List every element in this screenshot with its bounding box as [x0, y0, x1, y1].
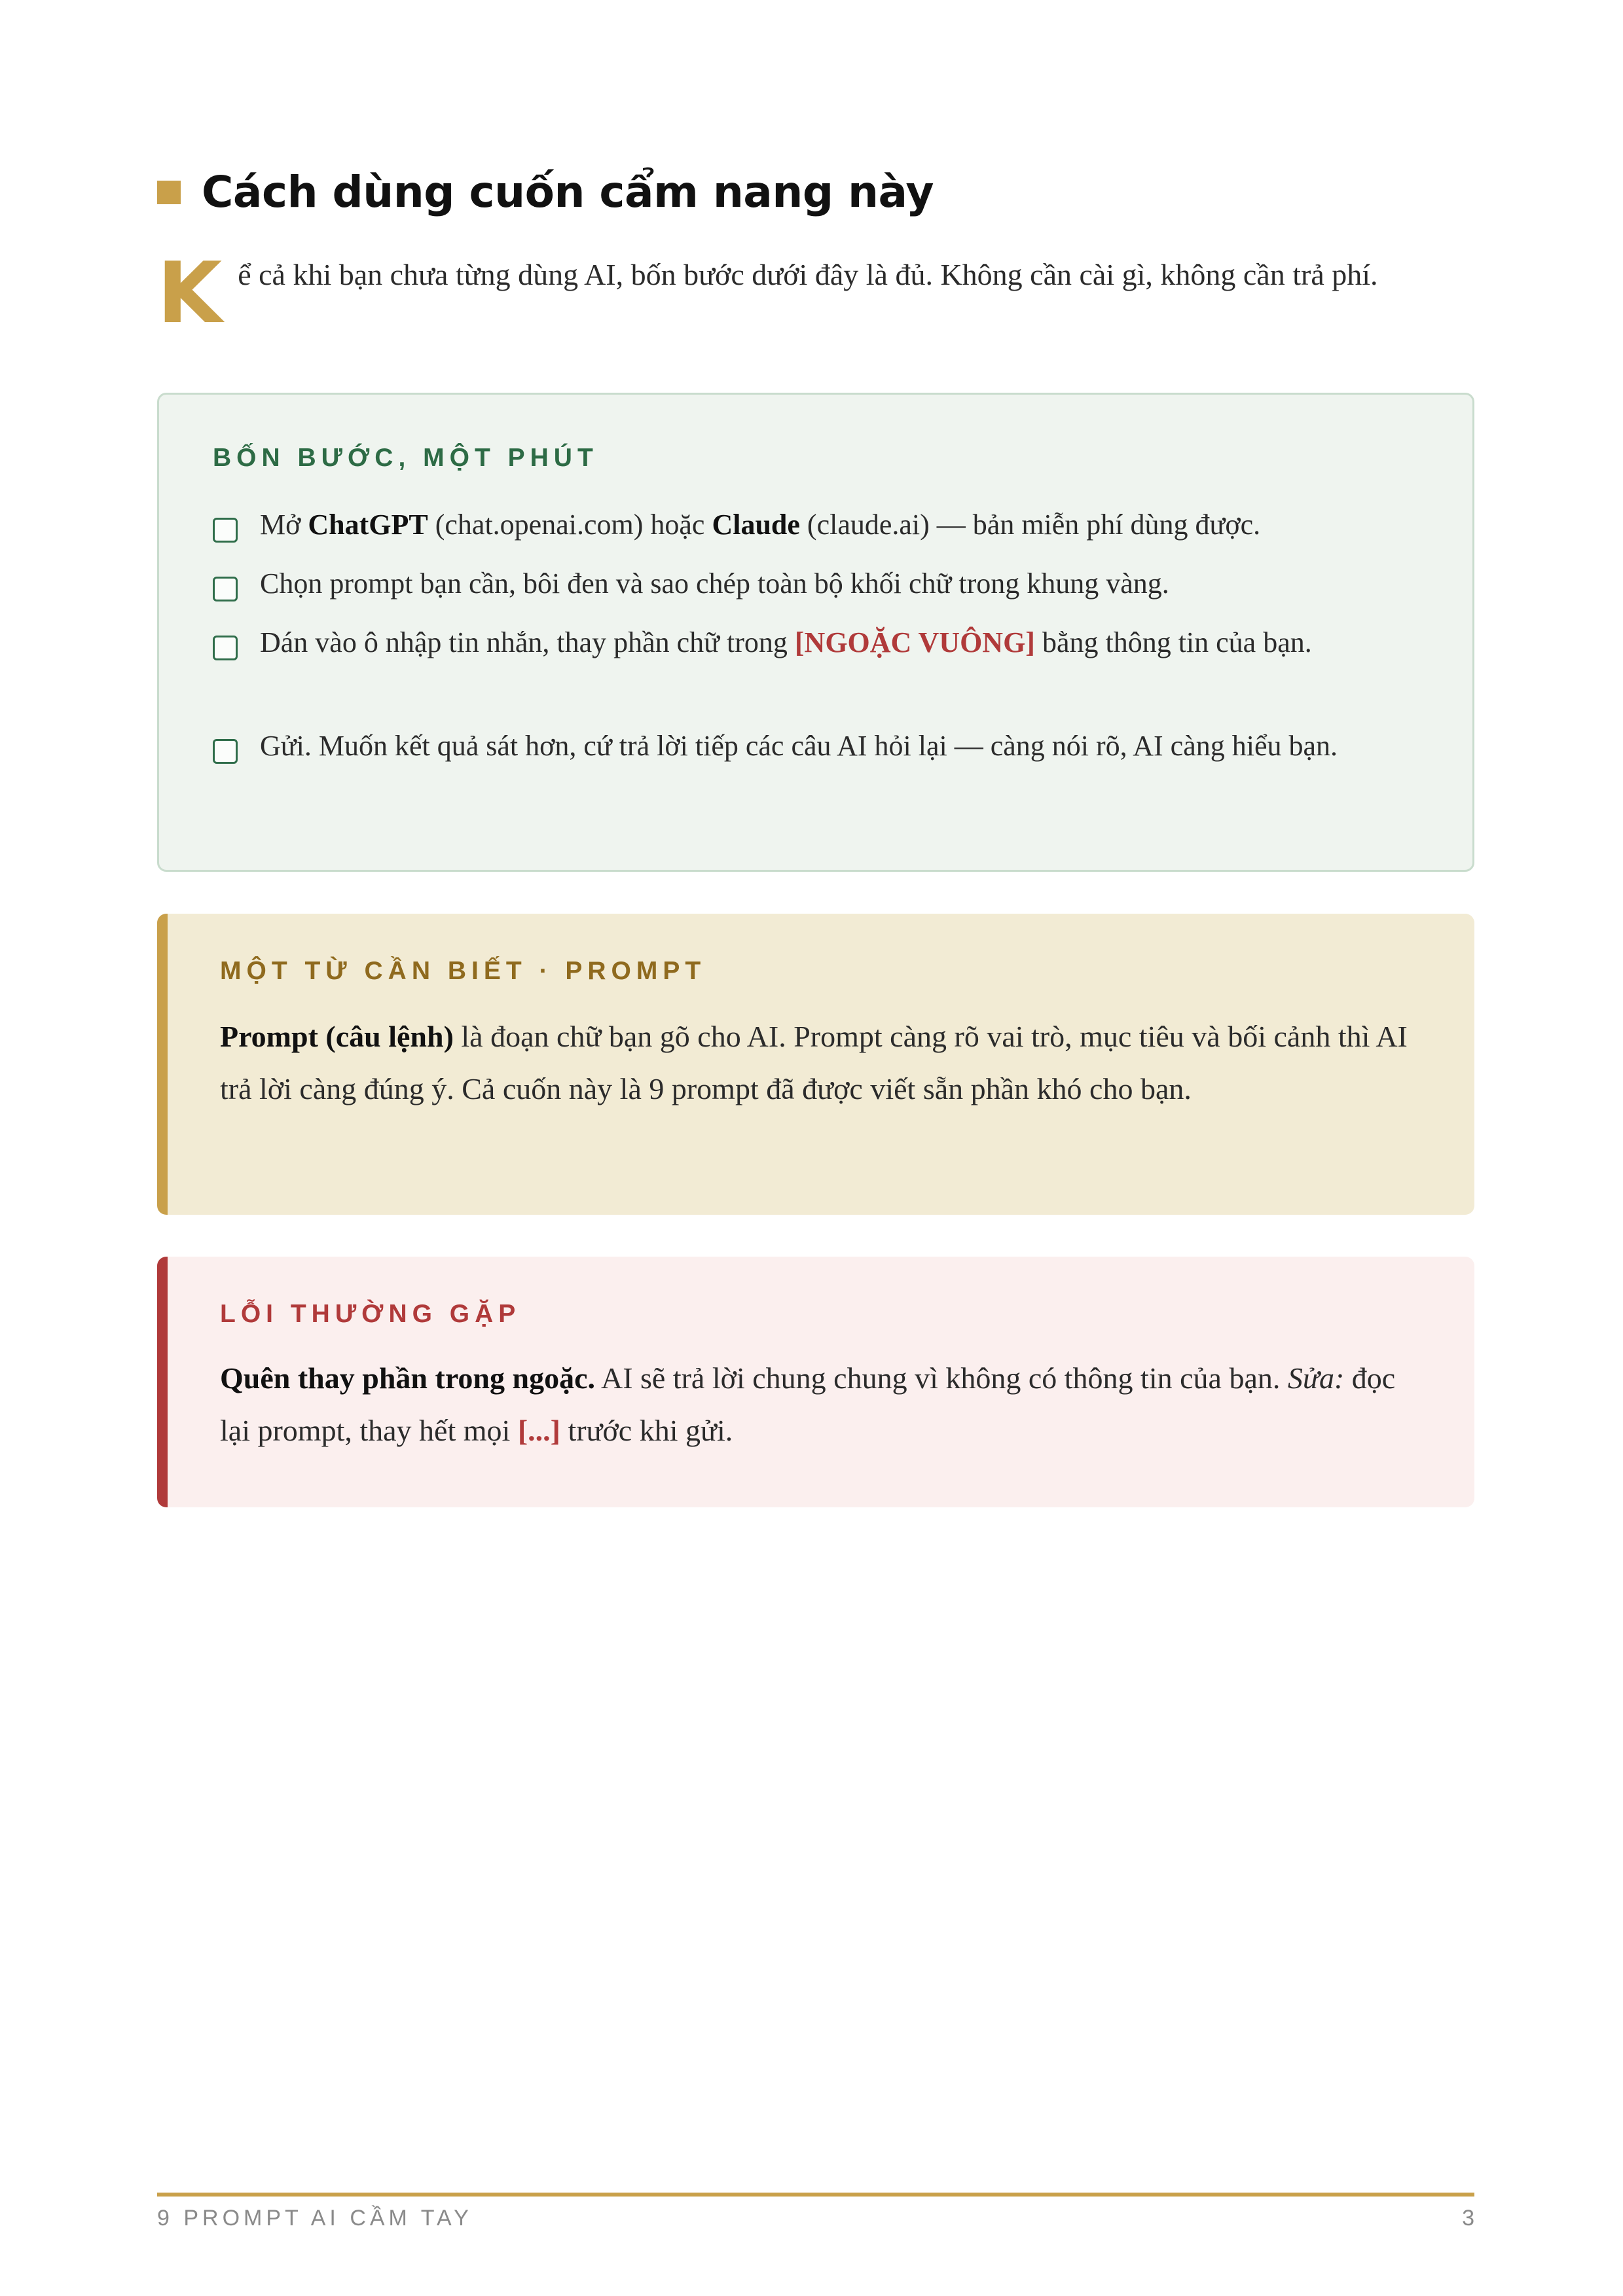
error-body — [220, 1352, 1425, 1457]
section-heading — [157, 167, 934, 217]
steps-box — [157, 393, 1474, 872]
checkbox[interactable] — [213, 636, 238, 660]
intro-text: ể cả khi bạn chưa từng dùng AI, bốn bước dưới đây là đủ. Không cần cài gì, không cần trả phí. — [238, 258, 1378, 291]
claude-bold: Claude — [712, 509, 800, 541]
footer-rule — [157, 2193, 1474, 2197]
error-box — [157, 1257, 1474, 1507]
term-text: là đoạn chữ bạn gõ cho AI. Prompt càng rõ vai trò, mục tiêu và bối cảnh thì AI trả lời càng đúng ý. Cả cuốn này là 9 prompt đã được viết sẵn phần khó cho bạn. — [220, 1020, 1408, 1105]
fix-italic: Sửa: — [1287, 1361, 1345, 1395]
error-bold: Quên thay phần trong ngoặc. — [220, 1361, 596, 1395]
step-text-part: (claude.ai) — bản miễn phí dùng được. — [799, 509, 1261, 541]
intro-paragraph — [157, 245, 1480, 342]
step-item-1 — [213, 503, 1444, 547]
error-text: AI sẽ trả lời chung chung vì không có thông tin của bạn. — [595, 1361, 1288, 1395]
step-text-part: bằng thông tin của bạn. — [1034, 626, 1312, 658]
term-body — [220, 1011, 1425, 1115]
step-item-2 — [213, 562, 1444, 605]
step-item-3 — [213, 621, 1444, 664]
drop-cap: K — [157, 245, 223, 342]
term-box-label: MỘT TỪ CẦN BIẾT · PROMPT — [220, 957, 706, 985]
step-text-part: Mở — [260, 509, 308, 541]
footer-title: 9 PROMPT AI CẦM TAY — [157, 2206, 473, 2231]
checkbox[interactable] — [213, 739, 238, 764]
step-text: Chọn prompt bạn cần, bôi đen và sao chép toàn bộ khối chữ trong khung vàng. — [260, 567, 1169, 600]
bracket-highlight: [NGOẶC VUÔNG] — [794, 626, 1035, 658]
chatgpt-bold: ChatGPT — [308, 509, 428, 541]
step-text-part: Dán vào ô nhập tin nhắn, thay phần chữ trong — [260, 626, 795, 658]
error-text: trước khi gửi. — [560, 1414, 733, 1447]
checkbox[interactable] — [213, 518, 238, 543]
term-box — [157, 914, 1474, 1215]
steps-box-label: BỐN BƯỚC, MỘT PHÚT — [213, 444, 598, 472]
bracket-highlight: [...] — [517, 1414, 560, 1447]
step-text: Gửi. Muốn kết quả sát hơn, cứ trả lời tiếp các câu AI hỏi lại — càng nói rõ, AI càng hiểu bạn. — [260, 730, 1338, 762]
step-item-4 — [213, 725, 1444, 768]
step-text-part: (chat.openai.com) hoặc — [428, 509, 712, 541]
step-text — [260, 621, 1444, 664]
step-text — [260, 503, 1444, 547]
term-bold: Prompt (câu lệnh) — [220, 1020, 454, 1053]
page-number: 3 — [1462, 2206, 1474, 2231]
heading-square-marker — [157, 181, 181, 204]
error-text: đọc lại prompt, thay hết mọi — [220, 1361, 1396, 1447]
page-title: Cách dùng cuốn cẩm nang này — [202, 167, 934, 217]
checkbox[interactable] — [213, 577, 238, 601]
error-box-label: LỖI THƯỜNG GẶP — [220, 1300, 521, 1328]
